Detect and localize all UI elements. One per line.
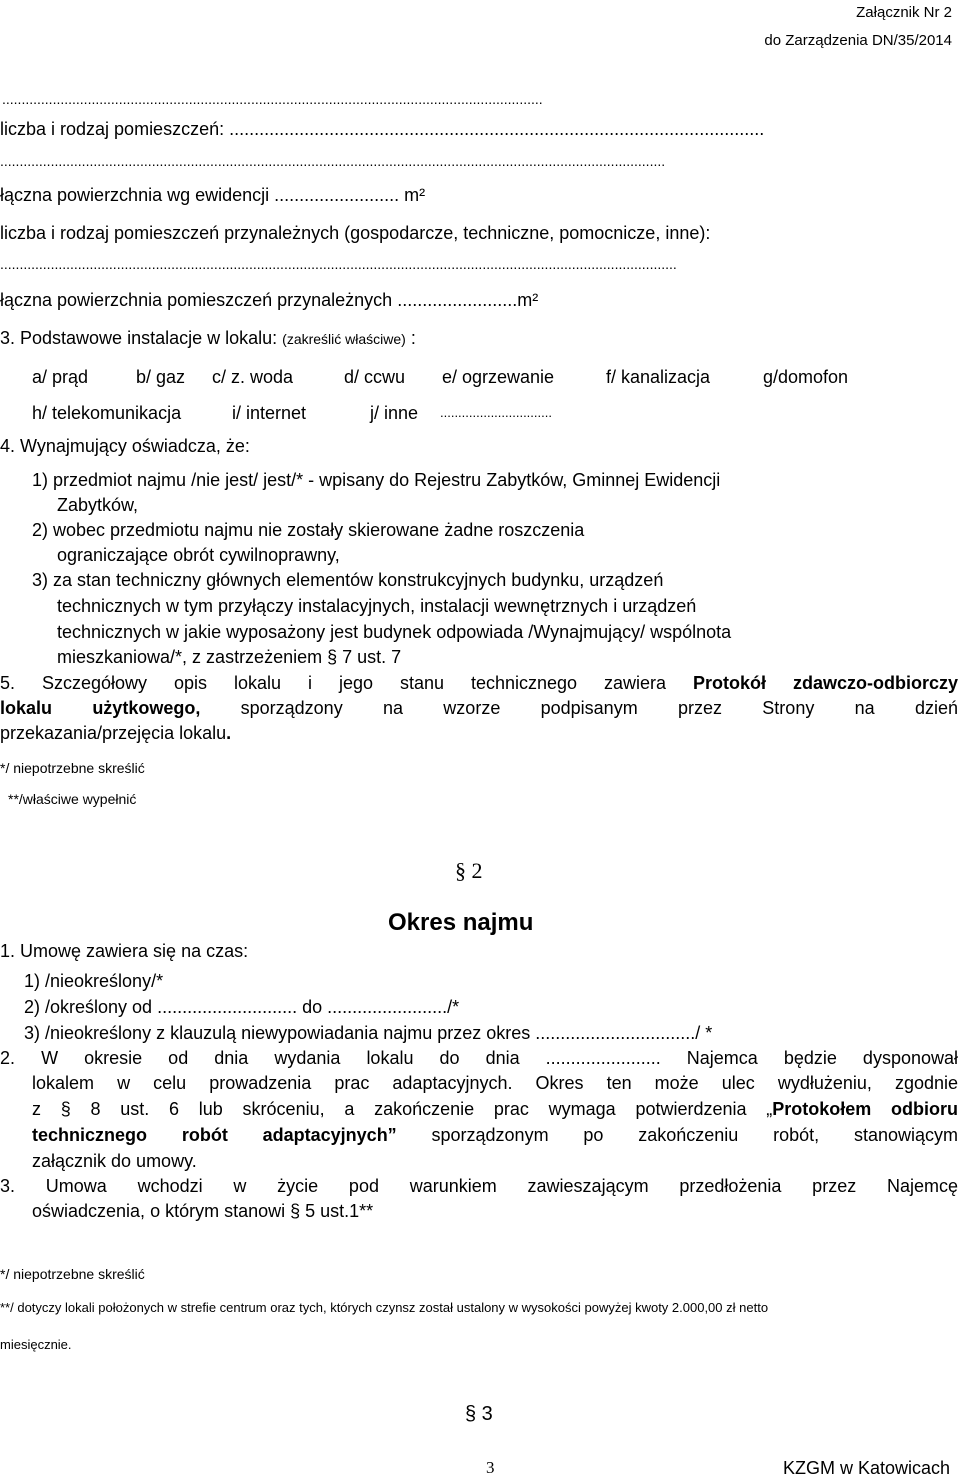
organization-name: KZGM w Katowicach xyxy=(782,1458,950,1478)
installations-heading: 3. Podstawowe instalacje w lokalu: (zakreślić właściwe) : xyxy=(0,328,416,348)
declaration-item-3-cont: technicznych w jakie wyposażony jest budynek odpowiada /Wynajmujący/ wspólnota xyxy=(57,622,732,642)
declaration-item-2-cont: ograniczające obrót cywilnoprawny, xyxy=(57,545,340,565)
detail-paragraph-line: przekazania/przejęcia lokalu. xyxy=(0,723,232,743)
detail-paragraph-line: 5. Szczegółowy opis lokalu i jego stanu technicznego zawiera Protokół zdawczo-odbiorczy xyxy=(0,673,958,693)
effect-paragraph-line: 3. Umowa wchodzi w życie pod warunkiem zawieszającym przedłożenia przez Najemcę xyxy=(0,1176,958,1196)
detail-paragraph-line: lokalu użytkowego, sporządzony na wzorze podpisanym przez Strony na dzień xyxy=(0,698,958,718)
aux-area-label: łączna powierzchnia pomieszczeń przynależnych ........................m² xyxy=(0,290,539,310)
aux-rooms-continuation: .............................................................................................................................................................................. xyxy=(0,256,677,272)
page-number: 3 xyxy=(486,1458,495,1477)
footnote-strike: */ niepotrzebne skreślić xyxy=(0,760,145,776)
declaration-item-1-cont: Zabytków, xyxy=(57,495,139,515)
adaptation-paragraph-line: 2. W okresie od dnia wydania lokalu do dnia ....................... Najemca będzie dysponował xyxy=(0,1048,958,1068)
footnote-fill: **/właściwe wypełnić xyxy=(8,791,137,807)
installation-item: h/ telekomunikacja xyxy=(32,403,182,423)
adaptation-paragraph-line: technicznego robót adaptacyjnych” sporządzonym po zakończeniu robót, stanowiącym xyxy=(32,1125,958,1145)
declaration-item-3: 3) za stan techniczny głównych elementów konstrukcyjnych budynku, urządzeń xyxy=(32,570,664,590)
term-option-2: 2) /określony od ............................ do ......................../* xyxy=(24,997,460,1017)
installation-item: f/ kanalizacja xyxy=(606,367,711,387)
installation-item: d/ ccwu xyxy=(344,367,406,387)
term-option-1: 1) /nieokreślony/* xyxy=(24,971,164,991)
installation-item: g/domofon xyxy=(763,367,849,387)
installation-item: j/ inne xyxy=(370,403,419,423)
adaptation-paragraph-line: z § 8 ust. 6 lub skróceniu, a zakończenie prac wymaga potwierdzenia „Protokołem odbioru xyxy=(32,1099,958,1119)
section-title: Okres najmu xyxy=(388,909,534,936)
annex-number: Załącznik Nr 2 xyxy=(856,4,952,21)
declaration-item-1: 1) przedmiot najmu /nie jest/ jest/* - wpisany do Rejestru Zabytków, Gminnej Ewidencji xyxy=(32,470,721,490)
term-heading: 1. Umowę zawiera się na czas: xyxy=(0,941,249,961)
area-label: łączna powierzchnia wg ewidencji ......................... m² xyxy=(0,185,426,205)
installation-item: e/ ogrzewanie xyxy=(442,367,555,387)
declaration-item-2: 2) wobec przedmiotu najmu nie zostały skierowane żadne roszczenia xyxy=(32,520,585,540)
installation-item: c/ z. woda xyxy=(212,367,294,387)
paragraph-symbol: § 2 xyxy=(455,858,483,883)
installation-other-dots: ............................... xyxy=(440,405,552,420)
declaration-item-3-cont: mieszkaniowa/*, z zastrzeżeniem § 7 ust. 7 xyxy=(57,647,402,667)
rooms-label: liczba i rodzaj pomieszczeń: ........................................................................................................... xyxy=(0,119,765,139)
installation-item: i/ internet xyxy=(232,403,307,423)
aux-rooms-label: liczba i rodzaj pomieszczeń przynależnych (gospodarcze, techniczne, pomocnicze, inne): xyxy=(0,223,711,243)
footnote-strike: */ niepotrzebne skreślić xyxy=(0,1266,145,1282)
rooms-continuation: ........................................................................................................................................................................... xyxy=(0,153,666,169)
declaration-heading: 4. Wynajmujący oświadcza, że: xyxy=(0,436,250,456)
paragraph-symbol: § 3 xyxy=(465,1403,493,1425)
declaration-item-3-cont: technicznych w tym przyłączy instalacyjnych, instalacji wewnętrznych i urządzeń xyxy=(57,596,697,616)
ordinance-ref: do Zarządzenia DN/35/2014 xyxy=(764,32,952,49)
effect-paragraph-line: oświadczenia, o którym stanowi § 5 ust.1** xyxy=(32,1201,374,1221)
footnote-centre-zone-cont: miesięcznie. xyxy=(0,1337,72,1352)
dotted-line: ........................................................................................................................................... xyxy=(2,91,543,107)
footnote-centre-zone: **/ dotyczy lokali położonych w strefie centrum oraz tych, których czynsz został ustalony w wysokości powyżej kwoty 2.000,00 zł netto xyxy=(0,1300,769,1315)
term-option-3: 3) /nieokreślony z klauzulą niewypowiadania najmu przez okres ................................/ * xyxy=(24,1023,713,1043)
installation-item: b/ gaz xyxy=(136,367,186,387)
adaptation-paragraph-line: załącznik do umowy. xyxy=(32,1151,197,1171)
installation-item: a/ prąd xyxy=(32,367,89,387)
adaptation-paragraph-line: lokalem w celu prowadzenia prac adaptacyjnych. Okres ten może ulec wydłużeniu, zgodnie xyxy=(32,1073,958,1093)
